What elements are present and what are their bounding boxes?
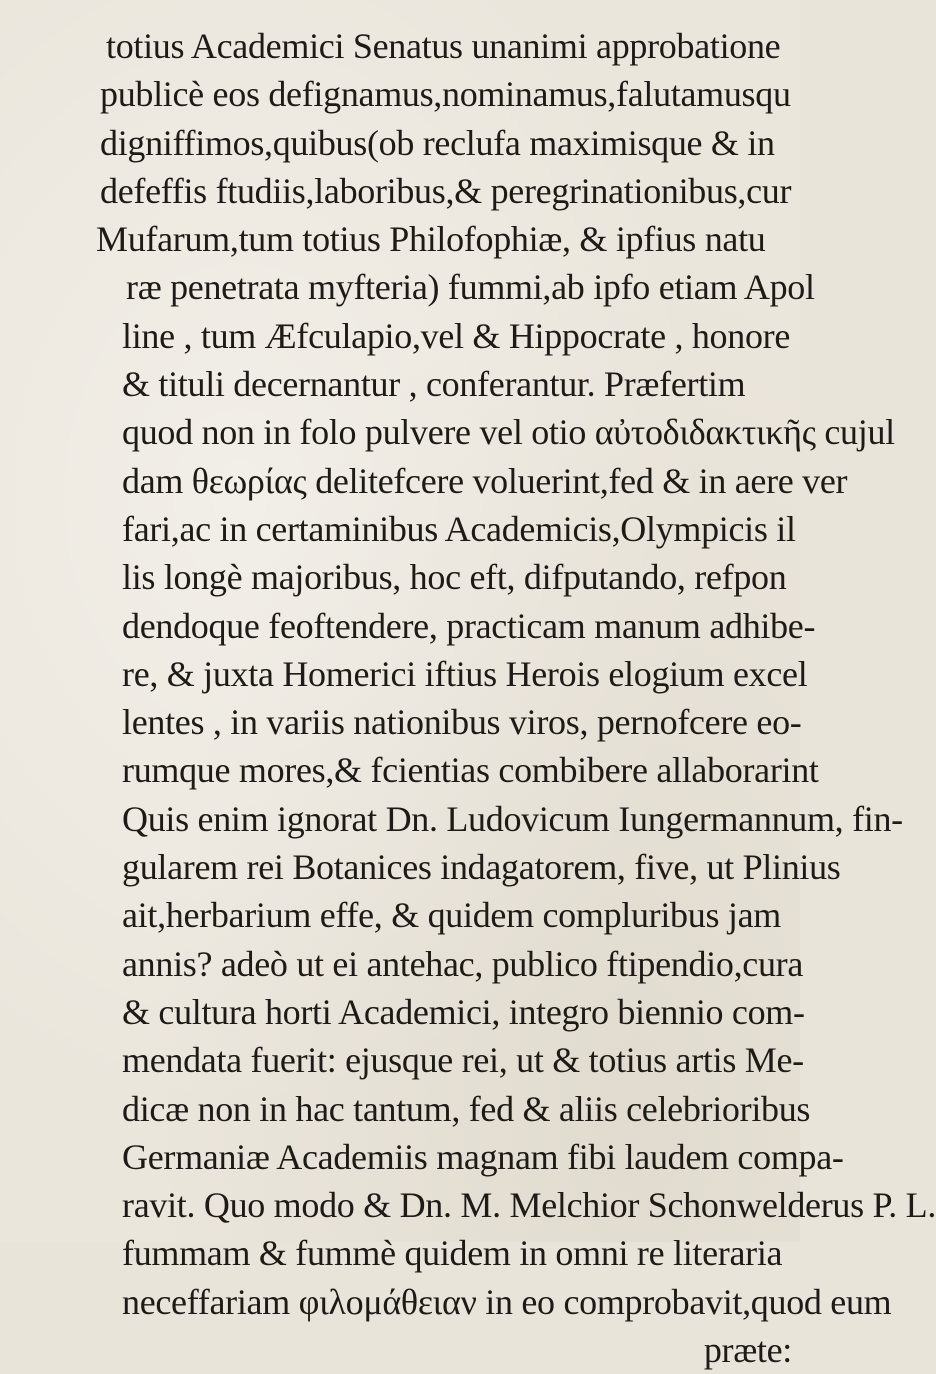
text-line: publicè eos defignamus,nominamus,falutamusqu: [100, 74, 791, 115]
text-line: neceffariam φιλομάθειαν in eo comprobavit,quod eum: [122, 1281, 892, 1322]
text-line: fari,ac in certaminibus Academicis,Olympicis il: [122, 508, 796, 549]
latin-text-body: [96, 22, 936, 1374]
text-line: annis? adeò ut ei antehac, publico ftipendio,cura: [122, 943, 804, 984]
text-line: Germaniæ Academiis magnam fibi laudem compa-: [122, 1136, 844, 1177]
text-line: line , tum Æfculapio,vel & Hippocrate , honore: [122, 315, 791, 356]
text-line: quod non in folo pulvere vel otio αὐτοδιδακτικῆς cujul: [122, 412, 895, 453]
text-line: dicæ non in hac tantum, fed & aliis celebrioribus: [122, 1088, 811, 1129]
text-line: Mufarum,tum totius Philofophiæ, & ipfius natu: [96, 219, 766, 260]
text-line: & tituli decernantur , conferantur. Præfertim: [122, 364, 746, 405]
text-line: digniffimos,quibus(ob reclufa maximisque & in: [100, 122, 775, 163]
text-line: dam θεωρίας delitefcere voluerint,fed & in aere ver: [122, 460, 848, 501]
text-line: & cultura horti Academici, integro biennio com-: [122, 991, 805, 1032]
catchword: præte:: [703, 1330, 792, 1371]
text-line: defeffis ftudiis,laboribus,& peregrinationibus,cur: [100, 170, 792, 211]
text-line: fummam & fummè quidem in omni re literaria: [122, 1233, 783, 1274]
text-line: gularem rei Botanices indagatorem, five, ut Plinius: [122, 847, 841, 888]
text-line: totius Academici Senatus unanimi approbatione: [106, 26, 781, 66]
text-line: rumque mores,& fcientias combibere allaborarint: [122, 750, 819, 791]
text-line: lis longè majoribus, hoc eft, difputando, refpon: [122, 557, 787, 598]
text-line: Quis enim ignorat Dn. Ludovicum Iungermannum, fin-: [122, 798, 903, 839]
text-line: ait,herbarium effe, & quidem compluribus jam: [122, 895, 781, 936]
text-line: mendata fuerit: ejusque rei, ut & totius artis Me-: [122, 1040, 804, 1081]
text-line: re, & juxta Homerici iftius Herois elogium excel: [122, 653, 808, 694]
text-line: ræ penetrata myfteria) fummi,ab ipfo etiam Apol: [126, 267, 815, 308]
text-line: dendoque feoftendere, practicam manum adhibe-: [122, 605, 816, 646]
text-line: lentes , in variis nationibus viros, pernofcere eo-: [122, 702, 802, 743]
text-line: ravit. Quo modo & Dn. M. Melchior Schonwelderus P. L.: [122, 1185, 936, 1226]
